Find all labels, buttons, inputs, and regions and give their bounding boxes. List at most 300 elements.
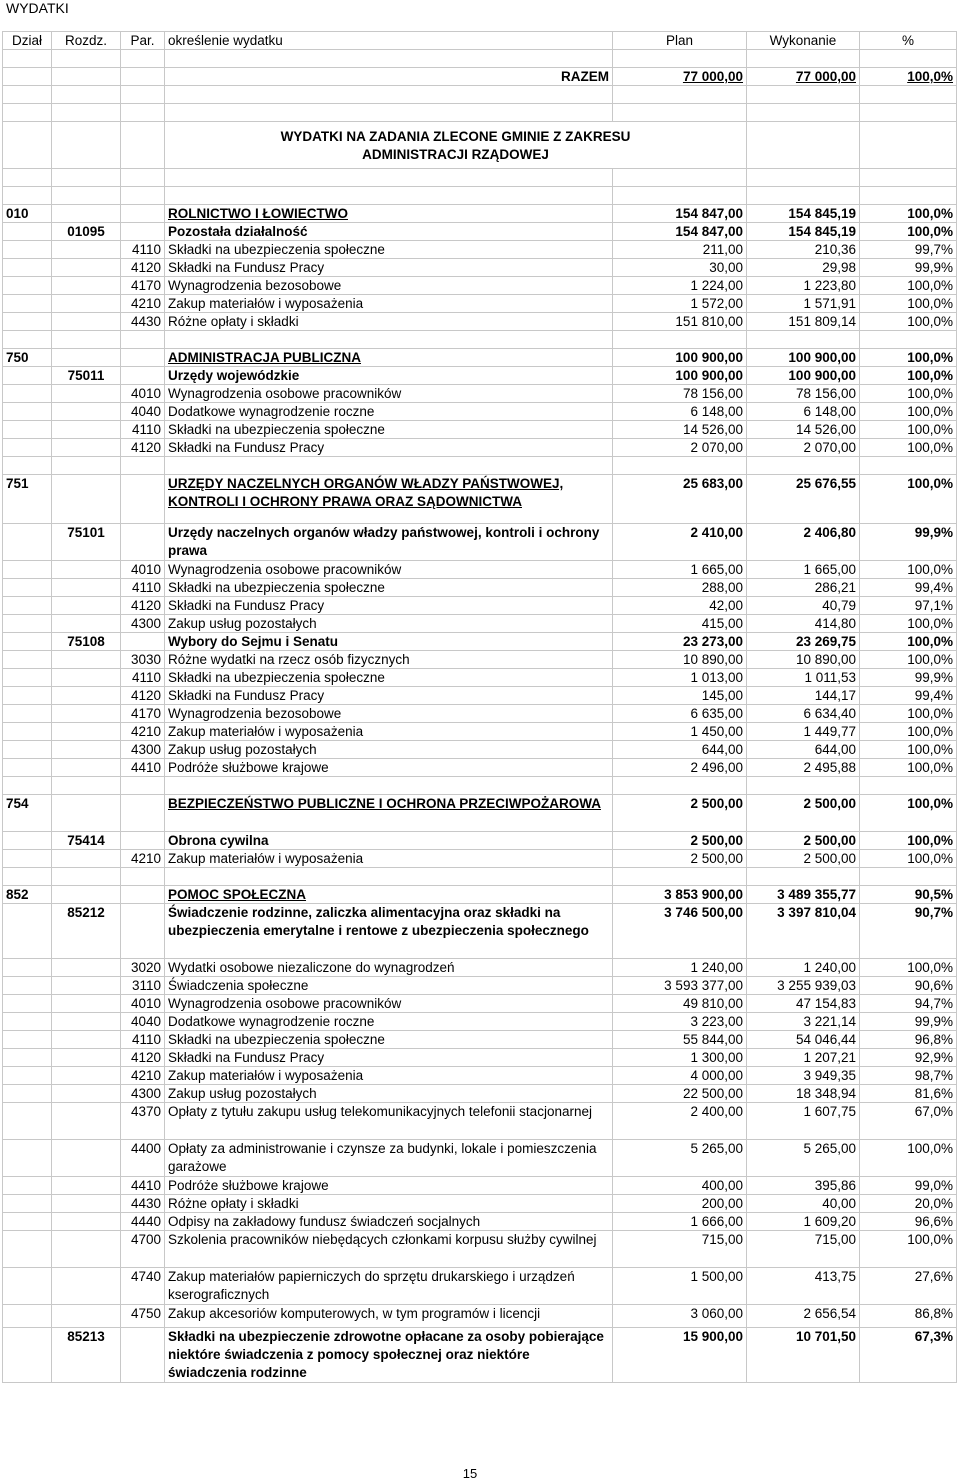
expense-description: Szkolenia pracowników niebędących członkami korpusu służby cywilnej: [165, 1231, 613, 1268]
paragraf-code: 4110: [121, 421, 165, 439]
plan-value: 1 666,00: [613, 1213, 747, 1231]
rozdzial-code: [52, 1140, 121, 1177]
paragraf-code: 4120: [121, 687, 165, 705]
paragraf-code: [121, 633, 165, 651]
percent-value: 67,3%: [860, 1328, 957, 1383]
paragraf-code: 4210: [121, 295, 165, 313]
wykonanie-value: 5 265,00: [747, 1140, 860, 1177]
empty-row: [3, 777, 957, 795]
paragraf-code: 3020: [121, 959, 165, 977]
expense-description: Różne opłaty i składki: [165, 1195, 613, 1213]
expense-description: Urzędy wojewódzkie: [165, 367, 613, 385]
rozdz-row: [3, 904, 957, 959]
dzial-code: [3, 1328, 52, 1383]
rozdzial-code: [52, 1268, 121, 1305]
paragraf-code: [121, 1328, 165, 1383]
dzial-code: [3, 385, 52, 403]
wykonanie-value: 100 900,00: [747, 367, 860, 385]
percent-value: 100,0%: [860, 633, 957, 651]
dzial-code: [3, 1103, 52, 1140]
paragraf-code: [121, 349, 165, 367]
plan-value: 49 810,00: [613, 995, 747, 1013]
wykonanie-value: 154 845,19: [747, 205, 860, 223]
rozdzial-code: [52, 1049, 121, 1067]
paragraf-code: 4010: [121, 995, 165, 1013]
plan-value: 2 410,00: [613, 524, 747, 561]
expense-description: Odpisy na zakładowy fundusz świadczeń socjalnych: [165, 1213, 613, 1231]
dzial-code: [3, 1231, 52, 1268]
par-row: [3, 1085, 957, 1103]
plan-value: 1 665,00: [613, 561, 747, 579]
par-row: [3, 421, 957, 439]
rozdzial-code: [52, 795, 121, 832]
percent-value: 100,0%: [860, 705, 957, 723]
wykonanie-value: 1 011,53: [747, 669, 860, 687]
plan-value: 644,00: [613, 741, 747, 759]
percent-value: 90,7%: [860, 904, 957, 959]
dzial-code: [3, 832, 52, 850]
percent-value: 94,7%: [860, 995, 957, 1013]
dzial-code: [3, 1067, 52, 1085]
plan-value: 22 500,00: [613, 1085, 747, 1103]
dzial-code: [3, 1195, 52, 1213]
dzial-code: [3, 524, 52, 561]
par-row: [3, 1231, 957, 1268]
plan-value: 288,00: [613, 579, 747, 597]
paragraf-code: 4410: [121, 1177, 165, 1195]
par-row: [3, 995, 957, 1013]
dzial-code: [3, 313, 52, 331]
rozdzial-code: 01095: [52, 223, 121, 241]
wykonanie-value: 25 676,55: [747, 475, 860, 524]
par-row: [3, 759, 957, 777]
total-plan: 77 000,00: [613, 68, 747, 86]
expense-description: ADMINISTRACJA PUBLICZNA: [165, 349, 613, 367]
dzial-code: [3, 403, 52, 421]
header-rozdz: Rozdz.: [52, 32, 121, 50]
rozdzial-code: [52, 669, 121, 687]
page-number: 15: [462, 1466, 478, 1481]
wykonanie-value: 154 845,19: [747, 223, 860, 241]
par-row: [3, 1140, 957, 1177]
expense-description: Wynagrodzenia bezosobowe: [165, 705, 613, 723]
dzial-row: [3, 349, 957, 367]
wykonanie-value: 2 500,00: [747, 850, 860, 868]
par-row: [3, 1195, 957, 1213]
expense-description: Zakup materiałów papierniczych do sprzętu drukarskiego i urządzeń kserograficznych: [165, 1268, 613, 1305]
paragraf-code: 4110: [121, 241, 165, 259]
plan-value: 100 900,00: [613, 349, 747, 367]
dzial-code: 010: [3, 205, 52, 223]
plan-value: 1 500,00: [613, 1268, 747, 1305]
expense-description: Zakup materiałów i wyposażenia: [165, 295, 613, 313]
par-row: [3, 687, 957, 705]
header-description: określenie wydatku: [165, 32, 613, 50]
plan-value: 200,00: [613, 1195, 747, 1213]
total-row: [3, 68, 957, 86]
dzial-code: [3, 651, 52, 669]
par-row: [3, 313, 957, 331]
expense-description: POMOC SPOŁECZNA: [165, 886, 613, 904]
rozdzial-code: [52, 723, 121, 741]
rozdzial-code: [52, 759, 121, 777]
expense-description: Wynagrodzenia osobowe pracowników: [165, 995, 613, 1013]
plan-value: 10 890,00: [613, 651, 747, 669]
paragraf-code: 4040: [121, 1013, 165, 1031]
percent-value: 100,0%: [860, 741, 957, 759]
header-par: Par.: [121, 32, 165, 50]
percent-value: 99,7%: [860, 241, 957, 259]
dzial-code: [3, 615, 52, 633]
plan-value: 1 224,00: [613, 277, 747, 295]
wykonanie-value: 3 397 810,04: [747, 904, 860, 959]
expense-description: BEZPIECZEŃSTWO PUBLICZNE I OCHRONA PRZECIWPOŻAROWA: [165, 795, 613, 832]
wykonanie-value: 3 949,35: [747, 1067, 860, 1085]
rozdzial-code: [52, 1213, 121, 1231]
paragraf-code: [121, 886, 165, 904]
wykonanie-value: 54 046,44: [747, 1031, 860, 1049]
dzial-code: [3, 579, 52, 597]
rozdz-row: [3, 633, 957, 651]
plan-value: 30,00: [613, 259, 747, 277]
dzial-code: [3, 959, 52, 977]
dzial-code: [3, 439, 52, 457]
wykonanie-value: 29,98: [747, 259, 860, 277]
wykonanie-value: 6 148,00: [747, 403, 860, 421]
paragraf-code: 4370: [121, 1103, 165, 1140]
paragraf-code: 4740: [121, 1268, 165, 1305]
plan-value: 14 526,00: [613, 421, 747, 439]
dzial-row: [3, 795, 957, 832]
par-row: [3, 651, 957, 669]
percent-value: 99,0%: [860, 1177, 957, 1195]
plan-value: 2 500,00: [613, 850, 747, 868]
dzial-code: [3, 561, 52, 579]
paragraf-code: 4170: [121, 705, 165, 723]
expense-description: Wybory do Sejmu i Senatu: [165, 633, 613, 651]
rozdzial-code: [52, 995, 121, 1013]
wykonanie-value: 40,00: [747, 1195, 860, 1213]
header-percent: %: [860, 32, 957, 50]
percent-value: 100,0%: [860, 561, 957, 579]
wykonanie-value: 3 221,14: [747, 1013, 860, 1031]
empty-row: [3, 331, 957, 349]
wykonanie-value: 78 156,00: [747, 385, 860, 403]
percent-value: 100,0%: [860, 615, 957, 633]
rozdzial-code: [52, 313, 121, 331]
wykonanie-value: 1 240,00: [747, 959, 860, 977]
wykonanie-value: 144,17: [747, 687, 860, 705]
rozdzial-code: [52, 615, 121, 633]
wykonanie-value: 414,80: [747, 615, 860, 633]
rozdzial-code: [52, 1231, 121, 1268]
rozdzial-code: 75011: [52, 367, 121, 385]
plan-value: 3 853 900,00: [613, 886, 747, 904]
wykonanie-value: 210,36: [747, 241, 860, 259]
expense-description: Opłaty z tytułu zakupu usług telekomunikacyjnych telefonii stacjonarnej: [165, 1103, 613, 1140]
par-row: [3, 295, 957, 313]
par-row: [3, 403, 957, 421]
par-row: [3, 741, 957, 759]
rozdz-row: [3, 223, 957, 241]
wykonanie-value: 395,86: [747, 1177, 860, 1195]
plan-value: 211,00: [613, 241, 747, 259]
percent-value: 100,0%: [860, 1140, 957, 1177]
dzial-code: [3, 1305, 52, 1328]
dzial-code: [3, 995, 52, 1013]
percent-value: 99,4%: [860, 687, 957, 705]
rozdzial-code: [52, 579, 121, 597]
rozdzial-code: 75101: [52, 524, 121, 561]
dzial-code: [3, 367, 52, 385]
total-wykonanie: 77 000,00: [747, 68, 860, 86]
paragraf-code: 4410: [121, 759, 165, 777]
rozdzial-code: [52, 1305, 121, 1328]
plan-value: 100 900,00: [613, 367, 747, 385]
expense-description: Składki na ubezpieczenia społeczne: [165, 241, 613, 259]
section-title: [165, 122, 747, 169]
expense-description: Świadczenie rodzinne, zaliczka alimentacyjna oraz składki na ubezpieczenia emerytalne i rentowe z ubezpieczenia społecznego: [165, 904, 613, 959]
par-row: [3, 1067, 957, 1085]
par-row: [3, 1268, 957, 1305]
expense-description: Pozostała działalność: [165, 223, 613, 241]
paragraf-code: [121, 475, 165, 524]
paragraf-code: [121, 205, 165, 223]
par-row: [3, 669, 957, 687]
paragraf-code: 3030: [121, 651, 165, 669]
wykonanie-value: 1 223,80: [747, 277, 860, 295]
expense-description: Składki na ubezpieczenia społeczne: [165, 1031, 613, 1049]
paragraf-code: [121, 223, 165, 241]
percent-value: 100,0%: [860, 403, 957, 421]
wykonanie-value: 1 665,00: [747, 561, 860, 579]
paragraf-code: 4400: [121, 1140, 165, 1177]
paragraf-code: 4210: [121, 723, 165, 741]
plan-value: 145,00: [613, 687, 747, 705]
percent-value: 20,0%: [860, 1195, 957, 1213]
dzial-code: [3, 850, 52, 868]
percent-value: 100,0%: [860, 421, 957, 439]
empty-row: [3, 104, 957, 122]
total-percent: 100,0%: [860, 68, 957, 86]
plan-value: 2 400,00: [613, 1103, 747, 1140]
dzial-code: [3, 1085, 52, 1103]
percent-value: 81,6%: [860, 1085, 957, 1103]
percent-value: 100,0%: [860, 223, 957, 241]
empty-row: [3, 50, 957, 68]
rozdzial-code: [52, 850, 121, 868]
wykonanie-value: 286,21: [747, 579, 860, 597]
plan-value: 1 300,00: [613, 1049, 747, 1067]
paragraf-code: 4040: [121, 403, 165, 421]
rozdzial-code: 75108: [52, 633, 121, 651]
paragraf-code: 4700: [121, 1231, 165, 1268]
plan-value: 715,00: [613, 1231, 747, 1268]
dzial-code: 852: [3, 886, 52, 904]
expense-description: Zakup materiałów i wyposażenia: [165, 1067, 613, 1085]
plan-value: 55 844,00: [613, 1031, 747, 1049]
dzial-row: [3, 205, 957, 223]
percent-value: 99,9%: [860, 524, 957, 561]
expense-description: URZĘDY NACZELNYCH ORGANÓW WŁADZY PAŃSTWOWEJ, KONTROLI I OCHRONY PRAWA ORAZ SĄDOWNICTWA: [165, 475, 613, 524]
plan-value: 1 572,00: [613, 295, 747, 313]
expense-description: Składki na Fundusz Pracy: [165, 439, 613, 457]
dzial-row: [3, 475, 957, 524]
plan-value: 1 013,00: [613, 669, 747, 687]
wykonanie-value: 2 656,54: [747, 1305, 860, 1328]
paragraf-code: 4210: [121, 850, 165, 868]
section-title-row: [3, 122, 957, 169]
rozdzial-code: 75414: [52, 832, 121, 850]
dzial-code: [3, 295, 52, 313]
percent-value: 100,0%: [860, 439, 957, 457]
rozdzial-code: [52, 1067, 121, 1085]
dzial-code: [3, 1013, 52, 1031]
paragraf-code: 4110: [121, 1031, 165, 1049]
par-row: [3, 705, 957, 723]
wykonanie-value: 1 207,21: [747, 1049, 860, 1067]
wykonanie-value: 1 449,77: [747, 723, 860, 741]
expense-description: Zakup akcesoriów komputerowych, w tym programów i licencji: [165, 1305, 613, 1328]
rozdzial-code: [52, 1177, 121, 1195]
plan-value: 400,00: [613, 1177, 747, 1195]
expense-description: Różne wydatki na rzecz osób fizycznych: [165, 651, 613, 669]
par-row: [3, 597, 957, 615]
wykonanie-value: 1 609,20: [747, 1213, 860, 1231]
percent-value: 100,0%: [860, 385, 957, 403]
wykonanie-value: 10 701,50: [747, 1328, 860, 1383]
plan-value: 1 450,00: [613, 723, 747, 741]
plan-value: 3 746 500,00: [613, 904, 747, 959]
dzial-code: [3, 1031, 52, 1049]
percent-value: 100,0%: [860, 295, 957, 313]
percent-value: 100,0%: [860, 759, 957, 777]
dzial-code: [3, 421, 52, 439]
empty-row: [3, 86, 957, 104]
percent-value: 98,7%: [860, 1067, 957, 1085]
wykonanie-value: 2 495,88: [747, 759, 860, 777]
expense-description: Świadczenia społeczne: [165, 977, 613, 995]
percent-value: 100,0%: [860, 832, 957, 850]
expense-description: Różne opłaty i składki: [165, 313, 613, 331]
rozdzial-code: [52, 403, 121, 421]
rozdzial-code: [52, 705, 121, 723]
dzial-code: [3, 904, 52, 959]
dzial-code: [3, 741, 52, 759]
expense-description: Zakup materiałów i wyposażenia: [165, 850, 613, 868]
wykonanie-value: 644,00: [747, 741, 860, 759]
wykonanie-value: 2 406,80: [747, 524, 860, 561]
plan-value: 415,00: [613, 615, 747, 633]
rozdzial-code: [52, 241, 121, 259]
expense-description: Zakup usług pozostałych: [165, 1085, 613, 1103]
percent-value: 99,4%: [860, 579, 957, 597]
rozdz-row: [3, 832, 957, 850]
paragraf-code: 4110: [121, 579, 165, 597]
percent-value: 100,0%: [860, 475, 957, 524]
plan-value: 3 593 377,00: [613, 977, 747, 995]
par-row: [3, 1213, 957, 1231]
par-row: [3, 439, 957, 457]
par-row: [3, 579, 957, 597]
paragraf-code: [121, 367, 165, 385]
par-row: [3, 561, 957, 579]
table-header-row: [3, 32, 957, 50]
plan-value: 154 847,00: [613, 223, 747, 241]
empty-row: [3, 169, 957, 187]
plan-value: 2 500,00: [613, 795, 747, 832]
expense-description: Składki na ubezpieczenia społeczne: [165, 669, 613, 687]
paragraf-code: 4300: [121, 1085, 165, 1103]
percent-value: 99,9%: [860, 669, 957, 687]
rozdzial-code: [52, 1103, 121, 1140]
wykonanie-value: 1 571,91: [747, 295, 860, 313]
percent-value: 100,0%: [860, 795, 957, 832]
percent-value: 99,9%: [860, 259, 957, 277]
expense-description: ROLNICTWO I ŁOWIECTWO: [165, 205, 613, 223]
plan-value: 42,00: [613, 597, 747, 615]
expense-description: Wynagrodzenia bezosobowe: [165, 277, 613, 295]
paragraf-code: [121, 795, 165, 832]
rozdzial-code: [52, 959, 121, 977]
rozdzial-code: [52, 475, 121, 524]
expense-description: Obrona cywilna: [165, 832, 613, 850]
par-row: [3, 850, 957, 868]
par-row: [3, 615, 957, 633]
dzial-code: 754: [3, 795, 52, 832]
rozdzial-code: 85213: [52, 1328, 121, 1383]
dzial-code: [3, 669, 52, 687]
wykonanie-value: 10 890,00: [747, 651, 860, 669]
paragraf-code: 4440: [121, 1213, 165, 1231]
expense-description: Składki na ubezpieczenie zdrowotne opłacane za osoby pobierające niektóre świadczenia z pomocy społecznej oraz niektóre świadczenia rodzinne: [165, 1328, 613, 1383]
wykonanie-value: 2 500,00: [747, 832, 860, 850]
par-row: [3, 977, 957, 995]
percent-value: 100,0%: [860, 349, 957, 367]
expense-description: Wynagrodzenia osobowe pracowników: [165, 561, 613, 579]
plan-value: 4 000,00: [613, 1067, 747, 1085]
plan-value: 15 900,00: [613, 1328, 747, 1383]
par-row: [3, 1013, 957, 1031]
dzial-code: [3, 1268, 52, 1305]
par-row: [3, 277, 957, 295]
plan-value: 6 635,00: [613, 705, 747, 723]
paragraf-code: 4010: [121, 561, 165, 579]
wykonanie-value: 151 809,14: [747, 313, 860, 331]
dzial-code: [3, 277, 52, 295]
plan-value: 154 847,00: [613, 205, 747, 223]
plan-value: 2 496,00: [613, 759, 747, 777]
rozdzial-code: [52, 687, 121, 705]
dzial-code: [3, 1049, 52, 1067]
rozdzial-code: [52, 385, 121, 403]
paragraf-code: [121, 904, 165, 959]
expense-description: Wydatki osobowe niezaliczone do wynagrodzeń: [165, 959, 613, 977]
expense-description: Podróże służbowe krajowe: [165, 759, 613, 777]
percent-value: 86,8%: [860, 1305, 957, 1328]
rozdzial-code: [52, 1013, 121, 1031]
expense-description: Urzędy naczelnych organów władzy państwowej, kontroli i ochrony prawa: [165, 524, 613, 561]
expense-description: Składki na ubezpieczenia społeczne: [165, 421, 613, 439]
percent-value: 100,0%: [860, 313, 957, 331]
wykonanie-value: 18 348,94: [747, 1085, 860, 1103]
expense-description: Składki na Fundusz Pracy: [165, 259, 613, 277]
paragraf-code: 4430: [121, 1195, 165, 1213]
page-title: WYDATKI: [6, 0, 69, 16]
rozdzial-code: [52, 977, 121, 995]
section-title-line-2: ADMINISTRACJI RZĄDOWEJ: [362, 147, 549, 162]
percent-value: 100,0%: [860, 959, 957, 977]
